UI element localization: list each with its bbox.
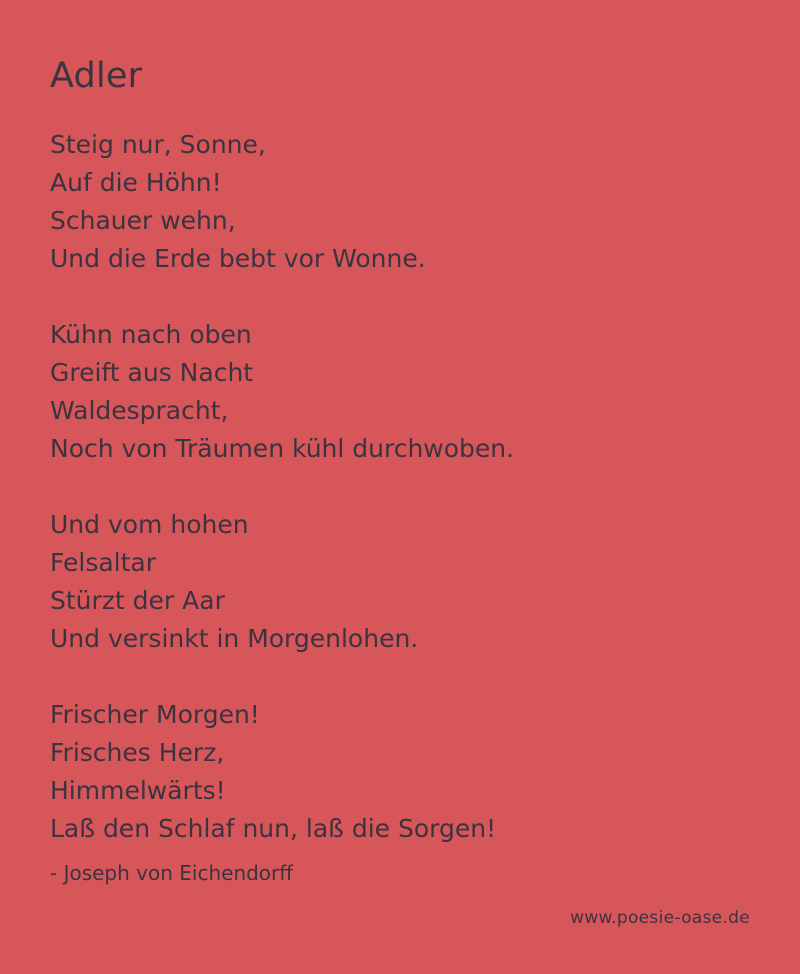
poem-line: Stürzt der Aar [50,586,225,615]
stanza-2 [50,316,750,468]
website-url: www.poesie-oase.de [570,908,750,928]
poem-author: - Joseph von Eichendorff [50,861,294,885]
poem-line: Schauer wehn, [50,206,236,235]
poem-line: Frisches Herz, [50,738,225,767]
poem-line: Himmelwärts! [50,776,226,805]
poem-line: Felsaltar [50,548,157,577]
poem-line: Und versinkt in Morgenlohen. [50,624,419,653]
stanza-1 [50,126,750,278]
poem-line: Frischer Morgen! [50,700,260,729]
poem-line: Kühn nach oben [50,320,252,349]
stanza-4 [50,696,750,848]
poem-line: Steig nur, Sonne, [50,130,266,159]
poem-line: Noch von Träumen kühl durchwoben. [50,434,515,463]
poem-line: Auf die Höhn! [50,168,222,197]
poem-line: Waldespracht, [50,396,229,425]
poem-line: Und die Erde bebt vor Wonne. [50,244,426,273]
poem-line: Und vom hohen [50,510,249,539]
poem-line: Greift aus Nacht [50,358,254,387]
poem-title: Adler [50,56,143,96]
stanza-3 [50,506,750,658]
poem-line: Laß den Schlaf nun, laß die Sorgen! [50,814,497,843]
